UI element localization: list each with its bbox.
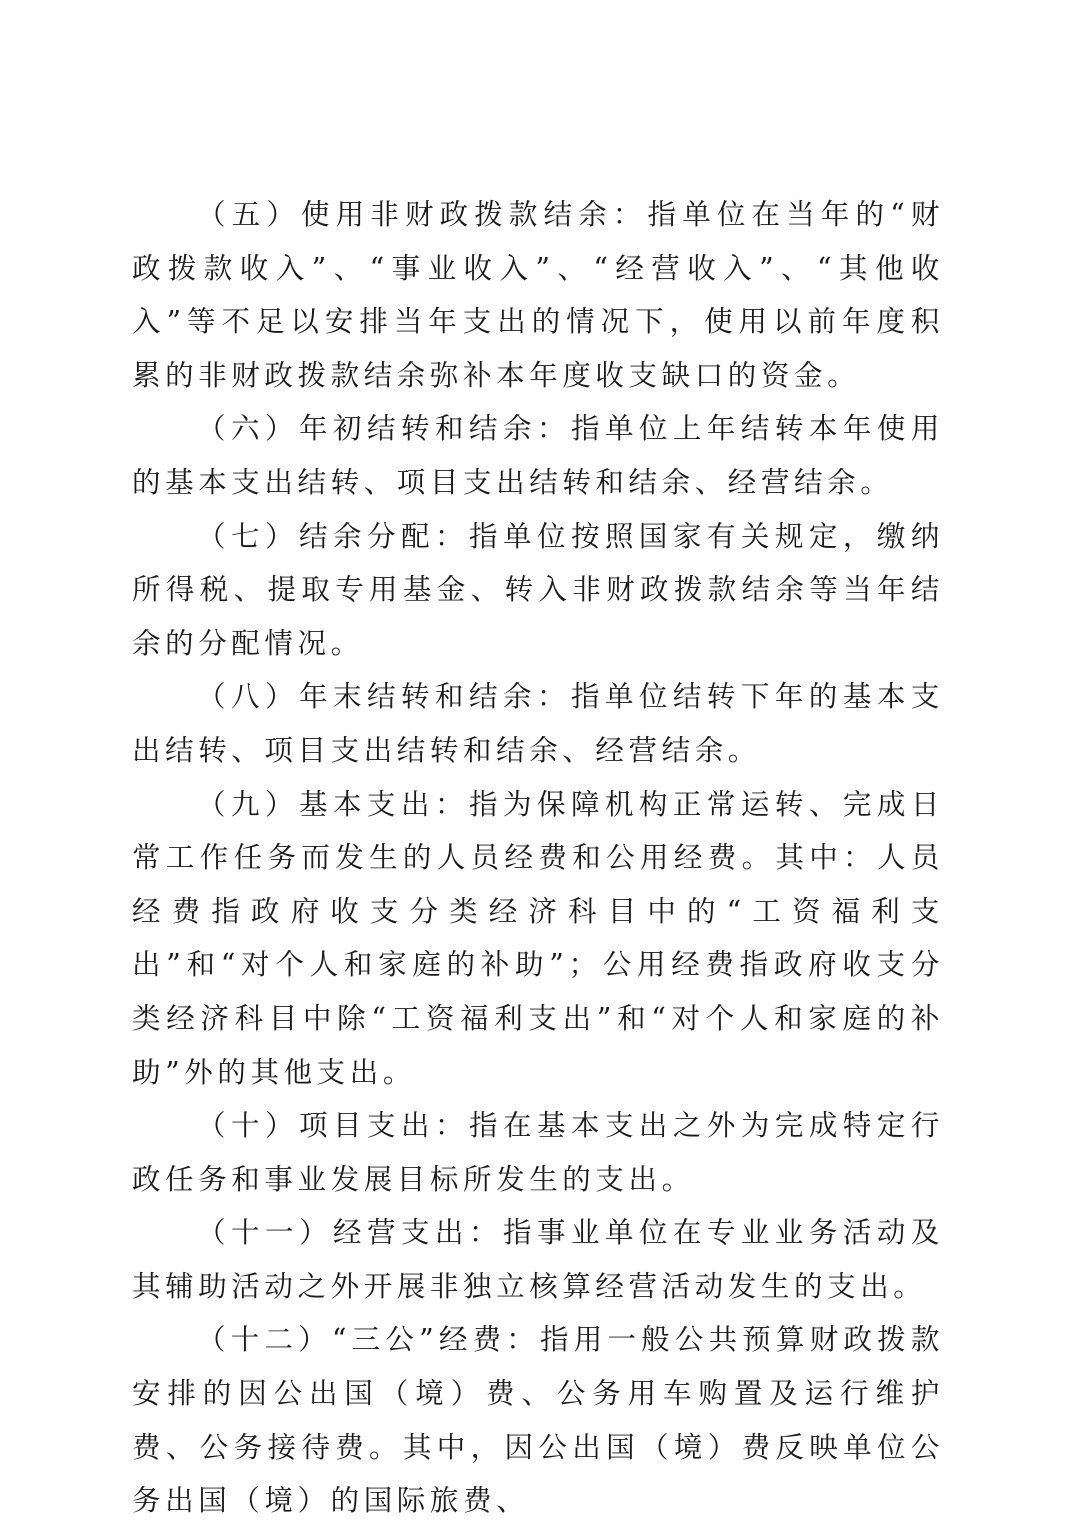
paragraph-5-non-fiscal-surplus-use: （五）使用非财政拨款结余：指单位在当年的“财政拨款收入”、“事业收入”、“经营收入”、“其他收入”等不足以安排当年支出的情况下，使用以前年度积累的非财政拨款结余弥补本年度收支缺口的资金。 — [132, 198, 944, 392]
paragraph-6-opening-carryover: （六）年初结转和结余：指单位上年结转本年使用的基本支出结转、项目支出结转和结余、经营结余。 — [132, 412, 944, 499]
paragraph-11-operating-expenditure: （十一）经营支出：指事业单位在专业业务活动及其辅助活动之外开展非独立核算经营活动发生的支出。 — [132, 1216, 944, 1303]
paragraph-12-three-public-expenses: （十二）“三公”经费：指用一般公共预算财政拨款安排的因公出国（境）费、公务用车购置及运行维护费、公务接待费。其中，因公出国（境）费反映单位公务出国（境）的国际旅费、 — [132, 1323, 944, 1518]
paragraph-10-project-expenditure: （十）项目支出：指在基本支出之外为完成特定行政任务和事业发展目标所发生的支出。 — [132, 1109, 944, 1196]
paragraph-8-closing-carryover: （八）年末结转和结余：指单位结转下年的基本支出结转、项目支出结转和结余、经营结余。 — [132, 680, 944, 767]
paragraph-9-basic-expenditure: （九）基本支出：指为保障机构正常运转、完成日常工作任务而发生的人员经费和公用经费。其中：人员经费指政府收支分类经济科目中的“工资福利支出”和“对个人和家庭的补助”；公用经费指政府收支分类经济科目中除“工资福利支出”和“对个人和家庭的补助”外的其他支出。 — [132, 787, 944, 1089]
document-page — [132, 188, 944, 1528]
paragraph-7-surplus-distribution: （七）结余分配：指单位按照国家有关规定，缴纳所得税、提取专用基金、转入非财政拨款结余等当年结余的分配情况。 — [132, 519, 944, 660]
